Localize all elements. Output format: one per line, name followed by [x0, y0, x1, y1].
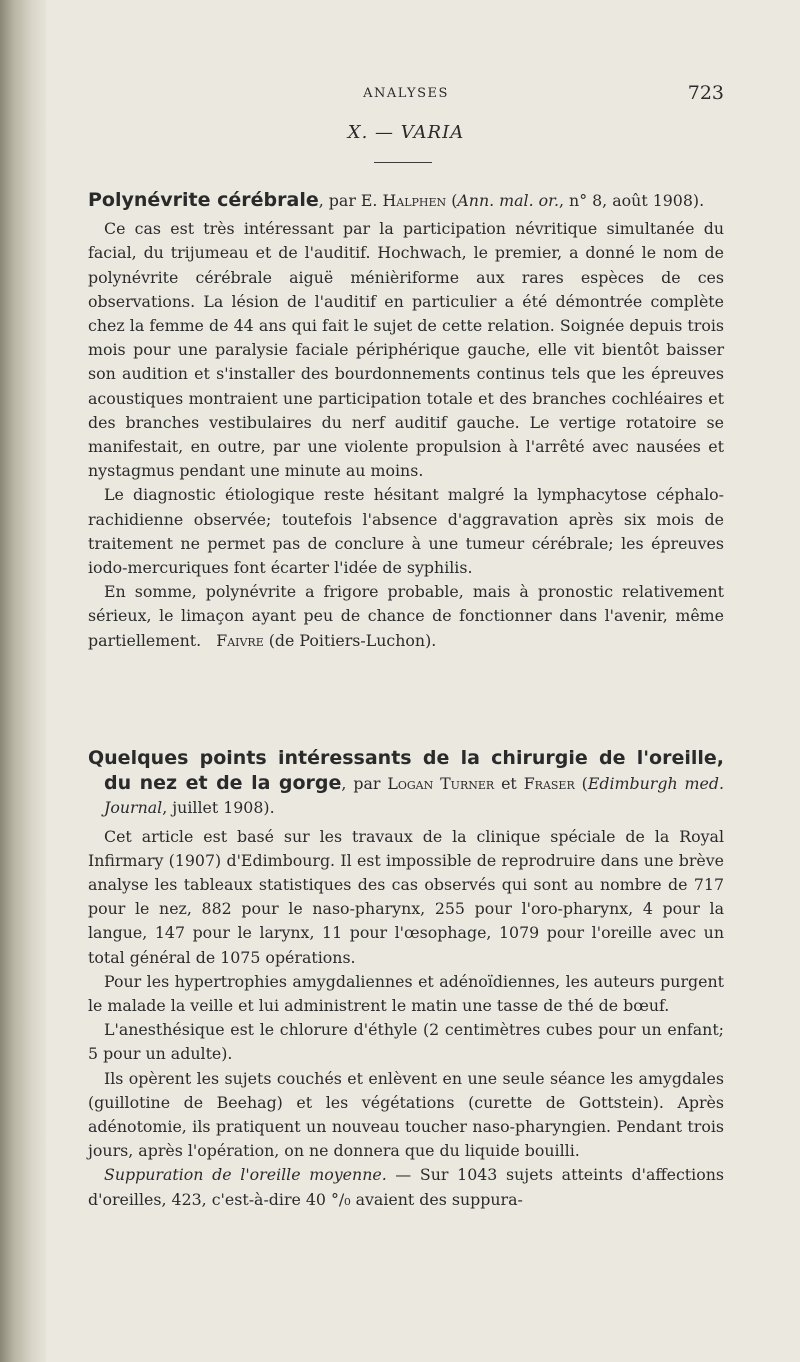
article-title: Quelques points intéressants de la chirurgie de l'oreille, du nez et de la gorge: [88, 747, 724, 795]
byline-par: , par: [341, 774, 388, 794]
paragraph-with-signature: [88, 580, 724, 653]
author-name: Logan Turner: [387, 774, 495, 794]
author-conjunction: et: [494, 774, 524, 794]
article-title: Polynévrite cérébrale: [88, 189, 319, 211]
article-polynevrite: [88, 188, 724, 653]
paragraph: L'anesthésique est le chlorure d'éthyle (2 centimètres cubes pour un enfant; 5 pour un adulte).: [88, 1020, 724, 1064]
source-open: (: [574, 774, 588, 794]
page-binding-edge: [0, 0, 46, 1362]
paragraph: Cet article est basé sur les travaux de la clinique spéciale de la Royal Infirmary (1907) d'Edimbourg. Il est impossible de reprodruire dans une brève analyse les tableaux statistiques des cas observés qui sont au nombre de 717 pour le nez, 882 pour le naso-pharynx, 255 pour l'oro-pharynx, 4 pour la langue, 147 pour le larynx, 11 pour l'œsophage, 1079 pour l'oreille avec un total général de 1075 opérations.: [88, 826, 724, 967]
article-heading: [88, 746, 724, 821]
journal-name: Ann. mal. or.: [457, 191, 559, 210]
section-rule: [374, 162, 432, 163]
running-header: [88, 82, 724, 110]
running-title: ANALYSES: [363, 86, 449, 101]
paragraph: Ce cas est très intéressant par la participation névritique simultanée du facial, du trijumeau et de l'auditif. Hochwach, le premier, a donné le nom de polynévrite cérébrale aiguë ménièriforme aux rares espèces de ces observations. La lésion de l'auditif en particulier a été démontrée complète chez la femme de 44 ans qui fait le sujet de cette relation. Soignée depuis trois mois pour une paralysie faciale périphérique gauche, elle vit bientôt baisser son audition et s'installer des bourdonnements continus tels que les épreuves acoustiques montraient une participation totale et des branches cochléaires et des branches vestibulaires du nerf auditif gauche. Le vertige rotatoire se manifestait, en outre, par une violente propulsion à l'arrêté avec nausées et nystagmus pendant une minute au moins.: [88, 219, 724, 481]
journal-name: Edimburgh med. Journal: [104, 774, 724, 818]
section-title: X. — VARIA: [347, 122, 465, 143]
article-chirurgie: [88, 746, 724, 1212]
signature-author: Faivre: [216, 630, 264, 650]
paragraph: Ils opèrent les sujets couchés et enlèvent en une seule séance les amygdales (guillotine de Beehag) et les végétations (curette de Gottstein). Après adénotomie, ils pratiquent un nouveau toucher naso-pharyngien. Pendant trois jours, après l'opération, on ne donnera que du liquide bouilli.: [88, 1068, 724, 1161]
author-name: Halphen: [382, 191, 447, 210]
article-heading: [88, 188, 724, 213]
paragraph: [88, 1163, 724, 1211]
paragraph-text: — Sur 1043 sujets atteints d'affections d'oreilles, 423, c'est-à-dire 40 °/₀ avaient des suppura-: [88, 1165, 724, 1209]
byline-par: , par E.: [318, 191, 383, 210]
source-details: , n° 8, août 1908).: [559, 191, 705, 210]
page-number: 723: [687, 82, 724, 104]
paragraph: Pour les hypertrophies amygdaliennes et adénoïdiennes, les auteurs purgent le malade la veille et lui administrent le matin une tasse de thé de bœuf.: [88, 971, 724, 1016]
signature-place: (de Poitiers-Luchon).: [263, 630, 437, 650]
source-open: (: [446, 191, 458, 210]
paragraph: Le diagnostic étiologique reste hésitant malgré la lymphacytose céphalo-rachidienne observée; toutefois l'absence d'aggravation après six mois de traitement ne permet pas de conclure à une tumeur cérébrale; les épreuves iodo-mercuriques font écarter l'idée de syphilis.: [88, 485, 724, 578]
source-details: , juillet 1908).: [162, 798, 275, 818]
author-name: Fraser: [523, 774, 575, 794]
subsection-heading: Suppuration de l'oreille moyenne.: [104, 1165, 387, 1185]
paragraph-text: En somme, polynévrite a frigore probable, mais à pronostic relativement sérieux, le limaçon ayant peu de chance de fonctionner dans l'avenir, même partiellement.: [88, 582, 724, 650]
